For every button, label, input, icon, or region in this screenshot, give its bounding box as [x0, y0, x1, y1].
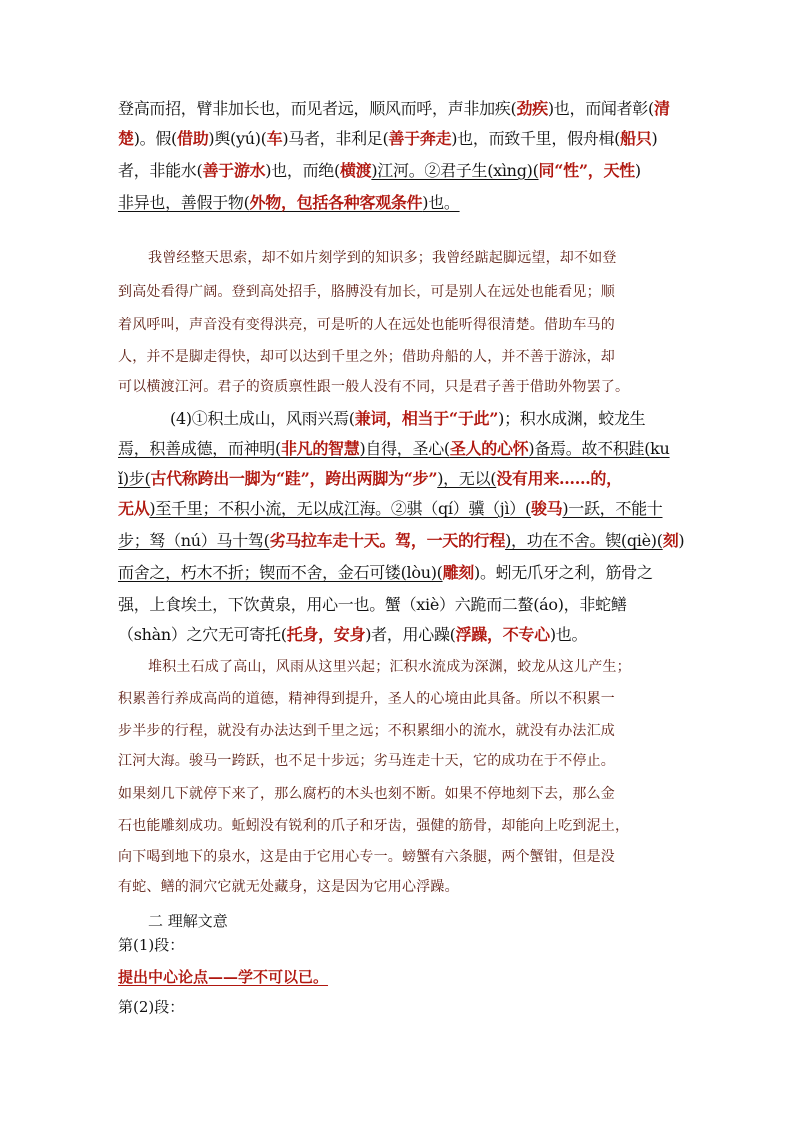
translation1-line4: 人，并不是脚走得快，却可以达到千里之外；借助舟船的人，并不善于游泳，却	[118, 349, 615, 365]
paragraph1-label: 第(1)段：	[118, 936, 185, 954]
central-argument: 提出中心论点——学不可以已。	[118, 968, 329, 986]
translation1-line3: 着风呼叫，声音没有变得洪亮，可是听的人在远处也能听得很清楚。借助车马的	[118, 317, 615, 333]
para1-line3: 者，非能水(善于游水)也，而绝(横渡)江河。②君子生(xìng)(同“性”，天性)	[118, 161, 641, 180]
para2-line5: 步；驽（nú）马十驾(劣马拉车走十天。驾，一天的行程)，功在不舍。锲(qiè)(刻)	[118, 531, 685, 550]
para2-line2: 焉，积善成德，而神明(非凡的智慧)自得，圣心(圣人的心怀)备焉。故不积跬(ku	[118, 439, 670, 458]
translation2-line2: 积累善行养成高尚的道德，精神得到提升，圣人的心境由此具备。所以不积累一	[118, 691, 615, 707]
para2-line7: 强，上食埃土，下饮黄泉，用心一也。蟹（xiè）六跪而二螯(áo)，非蛇鳝	[118, 595, 627, 614]
translation1-line5: 可以横渡江河。君子的资质禀性跟一般人没有不同，只是君子善于借助外物罢了。	[118, 379, 630, 395]
para2-line6: 而舍之，朽木不折；锲而不舍，金石可镂(lòu)(雕刻)。蚓无爪牙之利，筋骨之	[118, 563, 653, 582]
translation2-line7: 向下喝到地下的泉水，这是由于它用心专一。螃蟹有六条腿，两个蟹钳，但是没	[118, 849, 615, 865]
translation2-line4: 江河大海。骏马一跨跃，也不足十步远；劣马连走十天，它的成功在于不停止。	[118, 753, 615, 769]
para2-line4: 无从)至千里；不积小流，无以成江海。②骐（qí）骥（jì）(骏马)一跃，不能十	[118, 499, 663, 518]
para1-line4: 非异也，善假于物(外物，包括各种客观条件)也。	[118, 193, 460, 212]
para2-line8: （shàn）之穴无可寄托(托身，安身)者，用心躁(浮躁，不专心)也。	[118, 625, 588, 644]
paragraph2-label: 第(2)段：	[118, 998, 185, 1016]
translation2-line5: 如果刻几下就停下来了，那么腐朽的木头也刻不断。如果不停地刻下去，那么金	[118, 786, 615, 802]
translation2-line3: 步半步的行程，就没有办法达到千里之远；不积累细小的流水，就没有办法汇成	[118, 723, 615, 739]
translation1-line1: 我曾经整天思索，却不如片刻学到的知识多；我曾经踮起脚远望，却不如登	[148, 250, 617, 266]
translation2-line1: 堆积土石成了高山，风雨从这里兴起；汇积水流成为深渊，蛟龙从这儿产生；	[148, 659, 631, 675]
translation2-line6: 石也能雕刻成功。蚯蚓没有锐利的爪子和牙齿，强健的筋骨，却能向上吃到泥土，	[118, 818, 630, 834]
para2-line3: ǐ)步(古代称跨出一脚为“跬”，跨出两脚为“步”)，无以(没有用来……的，	[118, 469, 622, 488]
translation1-line2: 到高处看得广阔。登到高处招手，胳膊没有加长，可是别人在远处也能看见；顺	[118, 284, 615, 300]
para1-line2: 楚)。假(借助)舆(yú)(车)马者，非利足(善于奔走)也，而致千里，假舟楫(船只)	[118, 129, 658, 148]
para1-line1: 登高而招，臂非加长也，而见者远，顺风而呼，声非加疾(劲疾)也，而闻者彰(清	[118, 99, 670, 118]
para2-line1: (4)①积土成山，风雨兴焉(兼词，相当于“于此”)；积水成渊，蛟龙生	[170, 409, 646, 428]
section-heading: 二 理解文意	[148, 912, 228, 930]
translation2-line8: 有蛇、鳝的洞穴它就无处藏身，这是因为它用心浮躁。	[118, 879, 459, 895]
